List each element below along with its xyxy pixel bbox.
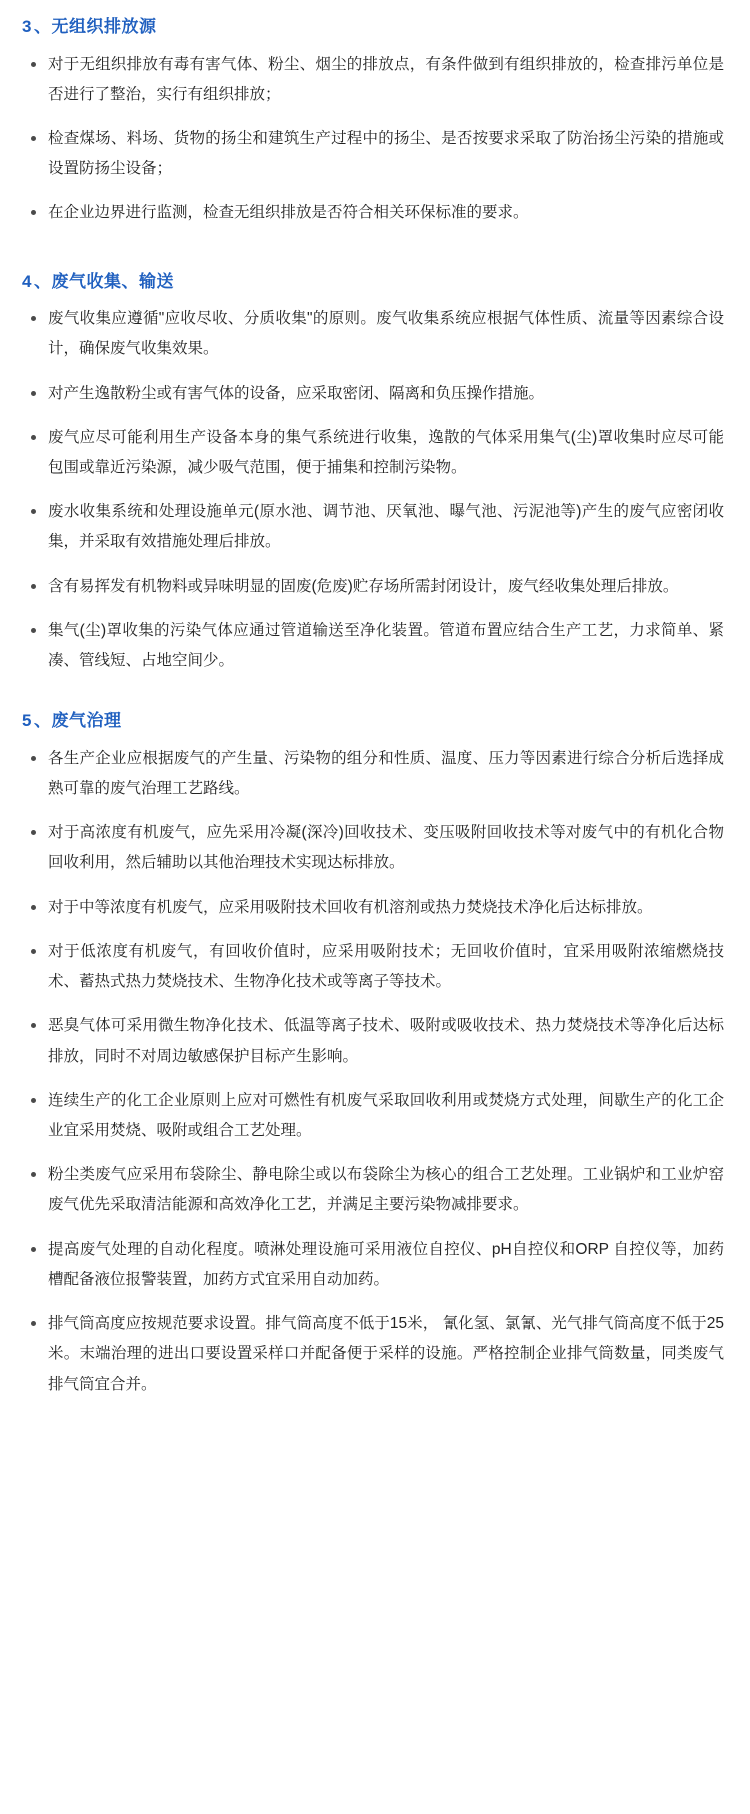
section-3-separator: 、 [33,17,52,36]
section-5-number: 5 [22,711,32,731]
list-item: 对于高浓度有机废气，应先采用冷凝(深冷)回收技术、变压吸附回收技术等对废气中的有机化合物回收利用，然后辅助以其他治理技术实现达标排放。 [18,818,724,878]
list-item: 粉尘类废气应采用布袋除尘、静电除尘或以布袋除尘为核心的组合工艺处理。工业锅炉和工业炉窑废气优先采取清洁能源和高效净化工艺，并满足主要污染物减排要求。 [18,1160,724,1220]
section-3-list [18,50,724,229]
section-3-number: 3 [22,17,32,36]
list-item: 对于低浓度有机废气，有回收价值时，应采用吸附技术；无回收价值时，宜采用吸附浓缩燃烧技术、蓄热式热力焚烧技术、生物净化技术或等离子等技术。 [18,937,724,997]
section-4-heading [22,269,724,295]
section-4 [18,269,724,677]
list-item: 提高废气处理的自动化程度。喷淋处理设施可采用液位自控仪、pH自控仪和ORP 自控仪等，加药槽配备液位报警装置，加药方式宜采用自动加药。 [18,1235,724,1295]
list-item: 含有易挥发有机物料或异味明显的固废(危废)贮存场所需封闭设计，废气经收集处理后排放。 [18,572,724,602]
section-5-list [18,744,724,1400]
section-4-title: 废气收集、输送 [51,271,174,291]
section-3 [18,14,724,229]
section-3-heading [22,14,724,40]
list-item: 连续生产的化工企业原则上应对可燃性有机废气采取回收利用或焚烧方式处理，间歇生产的化工企业宜采用焚烧、吸附或组合工艺处理。 [18,1086,724,1146]
list-item: 在企业边界进行监测，检查无组织排放是否符合相关环保标准的要求。 [18,198,724,228]
section-5-heading [22,708,724,734]
section-spacer [18,243,724,269]
list-item: 废气应尽可能利用生产设备本身的集气系统进行收集，逸散的气体采用集气(尘)罩收集时应尽可能包围或靠近污染源，减少吸气范围，便于捕集和控制污染物。 [18,423,724,483]
section-3-title: 无组织排放源 [51,17,157,36]
list-item: 排气筒高度应按规范要求设置。排气筒高度不低于15米， 氰化氢、氯氰、光气排气筒高度不低于25米。末端治理的进出口要设置采样口并配备便于采样的设施。严格控制企业排气筒数量，同类废气排气筒宜合并。 [18,1309,724,1400]
section-4-number: 4 [22,271,32,291]
list-item: 对于中等浓度有机废气，应采用吸附技术回收有机溶剂或热力焚烧技术净化后达标排放。 [18,893,724,923]
section-4-list [18,304,724,676]
list-item: 对产生逸散粉尘或有害气体的设备，应采取密闭、隔离和负压操作措施。 [18,379,724,409]
list-item: 各生产企业应根据废气的产生量、污染物的组分和性质、温度、压力等因素进行综合分析后选择成熟可靠的废气治理工艺路线。 [18,744,724,804]
section-5-separator: 、 [33,711,52,731]
section-5-title: 废气治理 [51,711,122,731]
list-item: 恶臭气体可采用微生物净化技术、低温等离子技术、吸附或吸收技术、热力焚烧技术等净化后达标排放，同时不对周边敏感保护目标产生影响。 [18,1011,724,1071]
list-item: 对于无组织排放有毒有害气体、粉尘、烟尘的排放点，有条件做到有组织排放的，检查排污单位是否进行了整治，实行有组织排放； [18,50,724,110]
section-5 [18,708,724,1399]
section-4-separator: 、 [33,271,52,291]
section-spacer [18,690,724,708]
list-item: 废水收集系统和处理设施单元(原水池、调节池、厌氧池、曝气池、污泥池等)产生的废气应密闭收集，并采取有效措施处理后排放。 [18,497,724,557]
list-item: 集气(尘)罩收集的污染气体应通过管道输送至净化装置。管道布置应结合生产工艺，力求简单、紧凑、管线短、占地空间少。 [18,616,724,676]
list-item: 检查煤场、料场、货物的扬尘和建筑生产过程中的扬尘、是否按要求采取了防治扬尘污染的措施或设置防扬尘设备； [18,124,724,184]
list-item: 废气收集应遵循"应收尽收、分质收集"的原则。废气收集系统应根据气体性质、流量等因素综合设计，确保废气收集效果。 [18,304,724,364]
